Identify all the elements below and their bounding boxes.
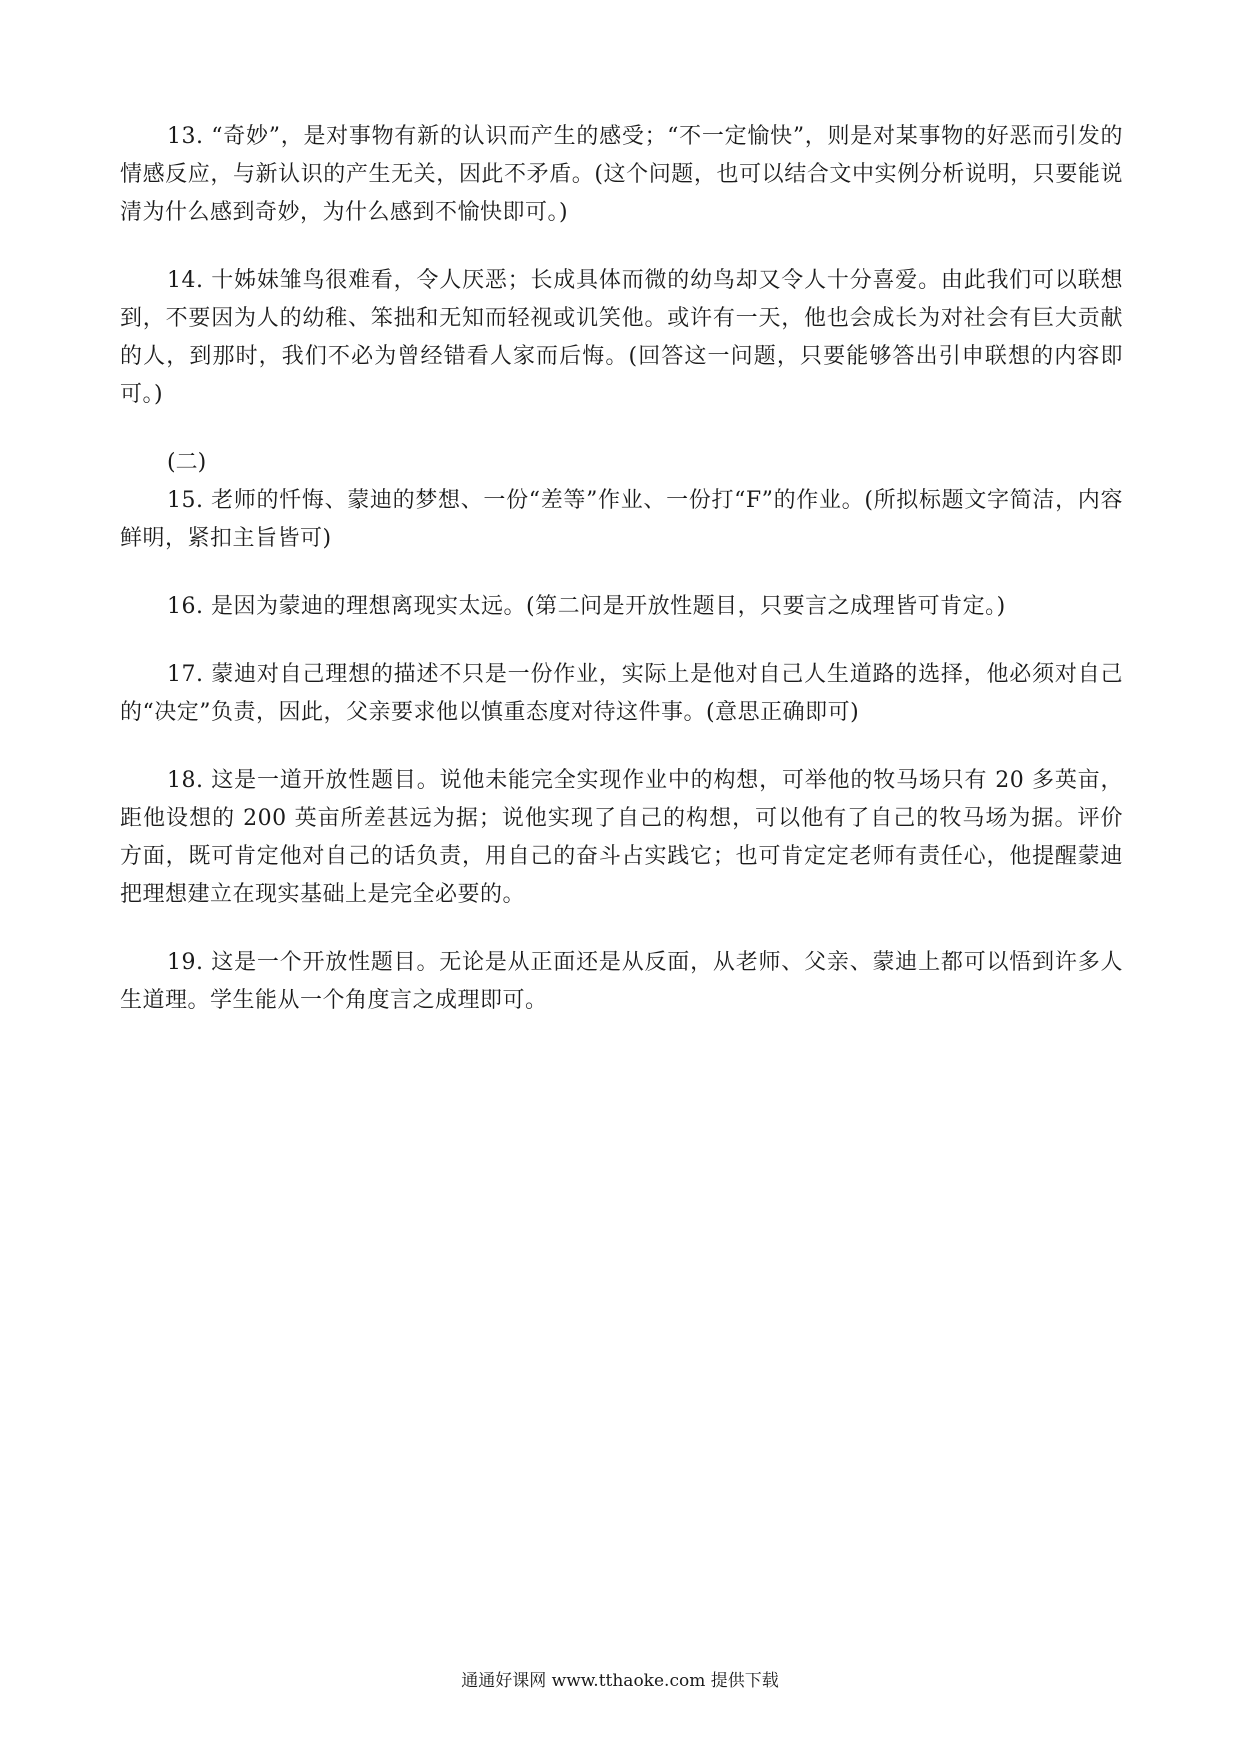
answer-18: 18. 这是一道开放性题目。说他未能完全实现作业中的构想，可举他的牧马场只有 20 多英亩，距他设想的 200 英亩所差甚远为据；说他实现了自己的构想，可以他有了自己的牧马场为据。评价方面，既可肯定他对自己的话负责，用自己的奋斗占实践它；也可肯定定老师有责任心，他提醒蒙迪把理想建立在现实基础上是完全必要的。 [120,768,1123,907]
answer-15: 15. 老师的忏悔、蒙迪的梦想、一份“差等”作业、一份打“F”的作业。(所拟标题文字简洁，内容鲜明，紧扣主旨皆可) [120,488,1123,551]
page-footer: 通通好课网 www.tthaoke.com 提供下载 [461,1671,779,1691]
answer-16: 16. 是因为蒙迪的理想离现实太远。(第二问是开放性题目，只要言之成理皆可肯定。) [167,594,1006,619]
section-heading: (二) [167,450,207,475]
answer-13: 13. “奇妙”，是对事物有新的认识而产生的感受；“不一定愉快”，则是对某事物的好恶而引发的情感反应，与新认识的产生无关，因此不矛盾。(这个问题，也可以结合文中实例分析说明，只要能说清为什么感到奇妙，为什么感到不愉快即可。) [120,124,1123,225]
answer-17: 17. 蒙迪对自己理想的描述不只是一份作业，实际上是他对自己人生道路的选择，他必须对自己的“决定”负责，因此，父亲要求他以慎重态度对待这件事。(意思正确即可) [120,662,1123,725]
answer-content [120,118,1123,1020]
answer-14: 14. 十姊妹雏鸟很难看，令人厌恶；长成具体而微的幼鸟却又令人十分喜爱。由此我们可以联想到，不要因为人的幼稚、笨拙和无知而轻视或讥笑他。或许有一天，他也会成长为对社会有巨大贡献的人，到那时，我们不必为曾经错看人家而后悔。(回答这一问题，只要能够答出引申联想的内容即可。) [120,268,1123,407]
answer-19: 19. 这是一个开放性题目。无论是从正面还是从反面，从老师、父亲、蒙迪上都可以悟到许多人生道理。学生能从一个角度言之成理即可。 [120,950,1123,1013]
